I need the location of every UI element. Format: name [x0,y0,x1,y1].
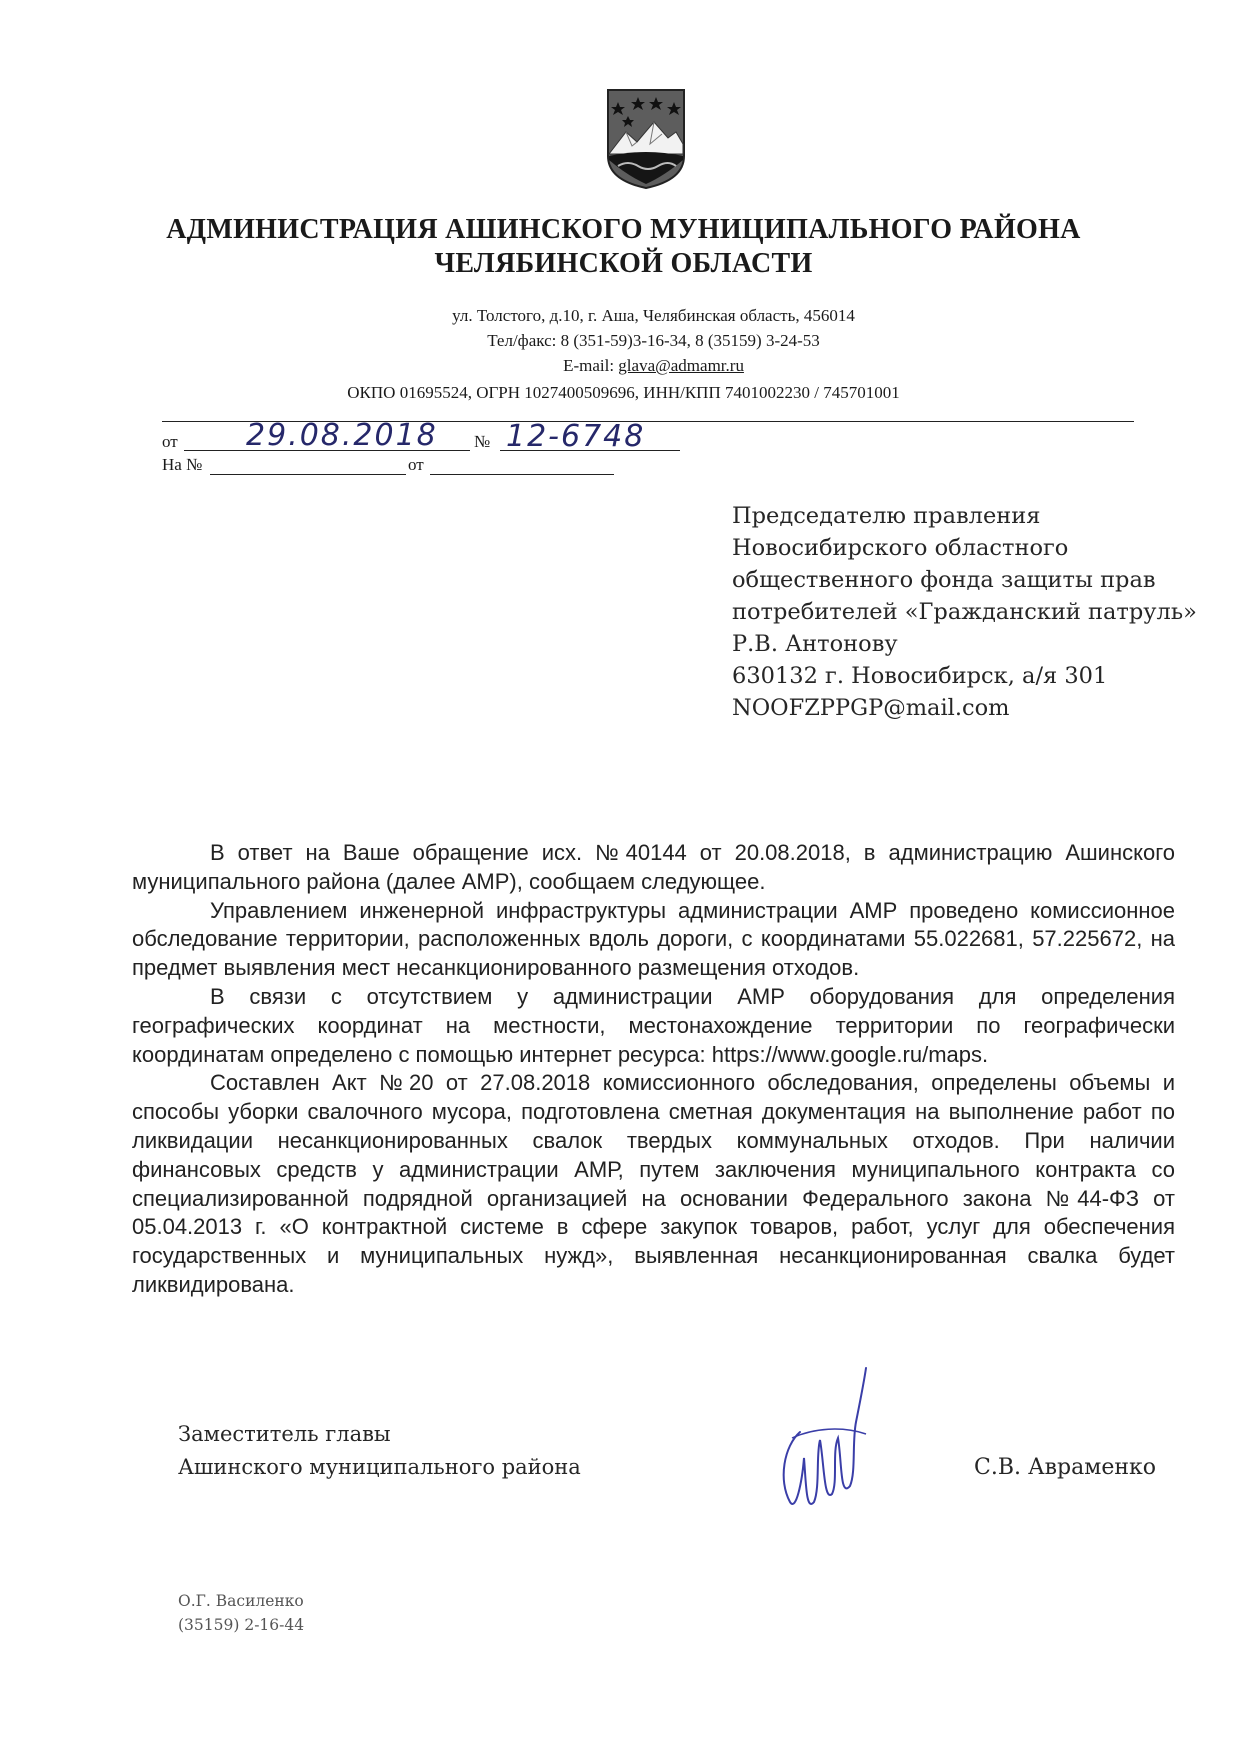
addressee-address: 630132 г. Новосибирск, а/я 301 [732,663,1108,689]
body-paragraph: Управлением инженерной инфраструктуры администрации АМР проведено комиссионное обследование территории, расположенных вдоль дороги, с координатами 55.022681, 57.225672, на предмет выявления мест несанкционированного размещения отходов. [132,897,1175,981]
ref-number-line [210,474,406,475]
executor-name: О.Г. Василенко [178,1592,304,1610]
executor-block [178,1589,304,1637]
position-line: Ашинского муниципального района [178,1455,581,1479]
organization-region: ЧЕЛЯБИНСКОЙ ОБЛАСТИ [434,248,813,279]
organization-address: ул. Толстого, д.10, г. Аша, Челябинская область, 456014 [452,306,855,325]
organization-email [0,353,1247,378]
body-paragraph: Составлен Акт №20 от 27.08.2018 комиссионного обследования, определены объемы и способы уборки свалочного мусора, подготовлена сметная документация на выполнение работ по ликвидации несанкционированных свалок твердых коммунальных отходов. При наличии финансовых средств у администрации АМР, путем заключения муниципального контракта со специализированной подрядной организацией на основании Федерального закона №44-ФЗ от 05.04.2013 г. «О контрактной системе в сфере закупок товаров, работ, услуг для обеспечения государственных и муниципальных нужд», выявленная несанкционированная свалка будет ликвидирована. [132,1070,1175,1297]
addressee-email: NOOFZPPGP@mail.com [732,695,1010,721]
addressee-line: Председателю правления [732,503,1041,529]
organization-codes: ОКПО 01695524, ОГРН 1027400509696, ИНН/КПП 7401002230 / 745701001 [347,383,900,402]
ref-number-label: На № [162,455,203,474]
handwritten-number: 12-6748 [506,419,646,454]
coat-of-arms-icon [604,88,688,190]
body-paragraph: В ответ на Ваше обращение исх. №40144 от 20.08.2018, в администрацию Ашинского муниципального района (далее АМР), сообщаем следующее. [132,840,1175,894]
email-label: E-mail: [563,356,615,375]
from-label: от [162,432,178,451]
organization-name: АДМИНИСТРАЦИЯ АШИНСКОГО МУНИЦИПАЛЬНОГО РАЙОНА [166,214,1081,245]
organization-phone: Тел/факс: 8 (351-59)3-16-34, 8 (35159) 3-24-53 [487,331,820,350]
ref-date-line [430,474,614,475]
number-label: № [474,432,491,451]
signatory-position [178,1418,581,1484]
addressee-line: общественного фонда защиты прав [732,567,1156,593]
email-link[interactable]: glava@admamr.ru [618,356,744,375]
letter-body [132,839,1175,1300]
position-line: Заместитель главы [178,1422,391,1446]
addressee-line: потребителей «Гражданский патруль» [732,599,1197,625]
ref-from-label: от [408,455,424,474]
addressee-block [732,500,1202,724]
handwritten-date: 29.08.2018 [246,418,438,453]
executor-phone: (35159) 2-16-44 [178,1616,305,1634]
addressee-line: Новосибирского областного [732,535,1069,561]
signatory-name: С.В. Авраменко [974,1455,1157,1480]
handwritten-signature-icon [770,1362,880,1534]
body-paragraph: В связи с отсутствием у администрации АМР оборудования для определения географических координат на местности, местонахождение территории по географически координатам определено с помощью интернет ресурса: https://www.google.ru/maps. [132,983,1175,1067]
addressee-name: Р.В. Антонову [732,631,898,657]
